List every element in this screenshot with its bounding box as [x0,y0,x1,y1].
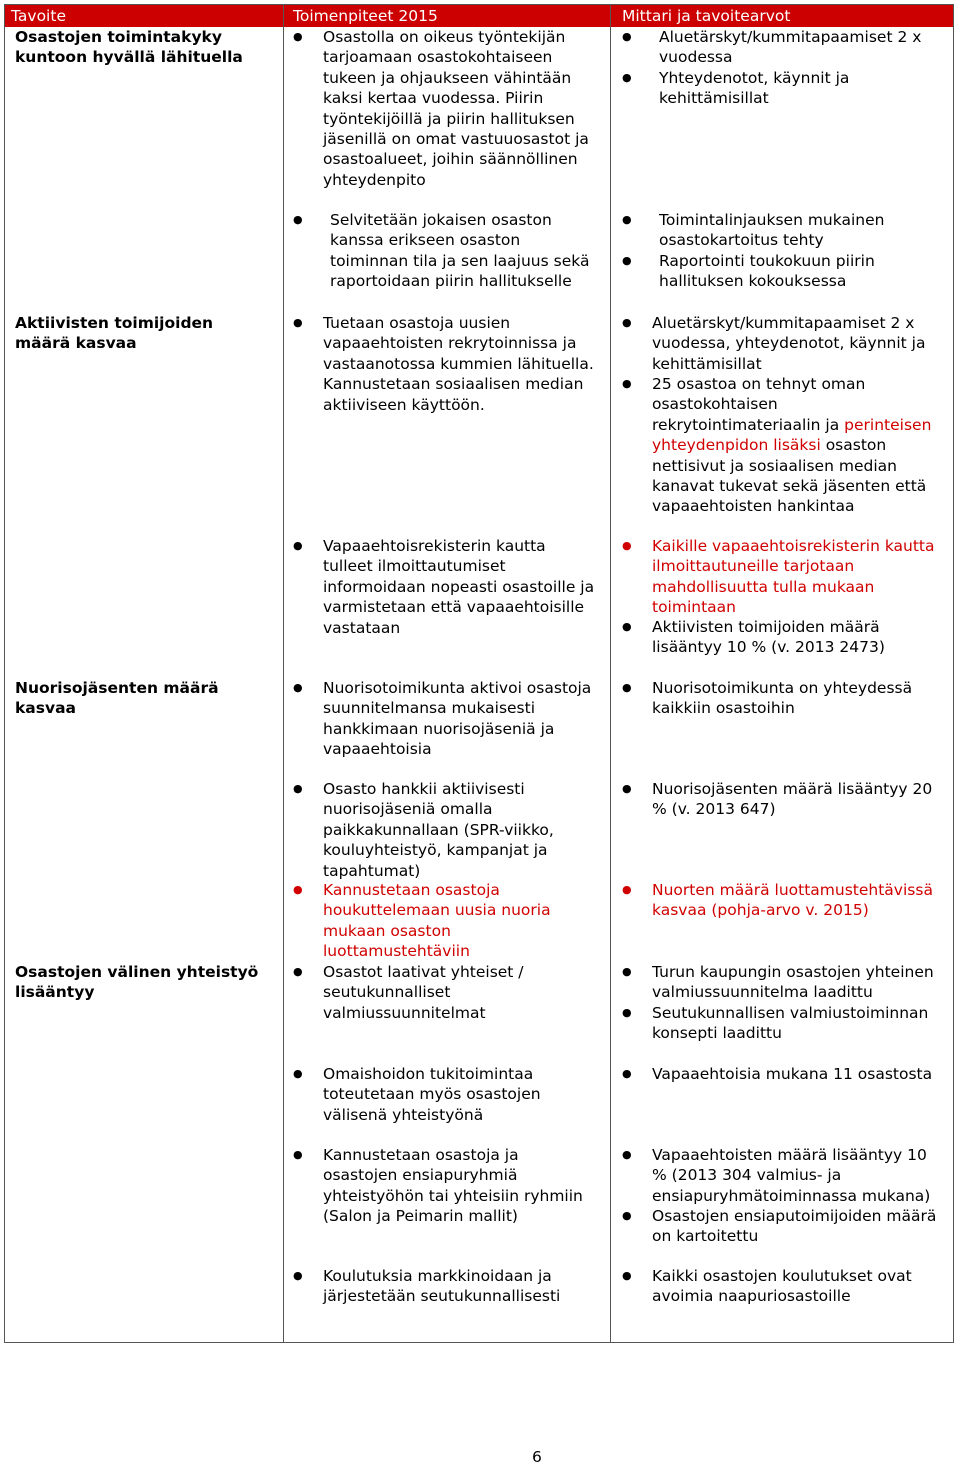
bullet-icon: ● [293,213,303,226]
bullet-icon: ● [622,965,632,978]
action-item: Omaishoidon tukitoimintaa toteutetaan myös osastojen välisenä yhteistyönä [323,1065,541,1124]
metric-item: Turun kaupungin osastojen yhteinen valmiussuunnitelma laadittu [652,963,934,1002]
action-item: Kannustetaan osastoja ja osastojen ensiapuryhmiä yhteistyöhön tai yhteisiin ryhmiin (Salon ja Peimarin mallit) [323,1146,583,1226]
bullet-icon: ● [293,883,303,896]
action-item: Tuetaan osastoja uusien vapaaehtoisten rekrytoinnissa ja vastaanotossa kummien lähituella. Kannustetaan sosiaalisen median aktiiviseen käyttöön. [323,314,594,414]
header-mittari: Mittari ja tavoitearvot [622,7,791,25]
metric-item: Seutukunnallisen valmiustoiminnan konsepti laadittu [652,1004,929,1043]
bullet-icon: ● [293,1269,303,1282]
bullet-icon: ● [293,1067,303,1080]
metric-item: Kaikki osastojen koulutukset ovat avoimia naapuriosastoille [652,1267,912,1306]
bullet-icon: ● [622,71,632,84]
bullet-icon: ● [293,539,303,552]
bullet-icon: ● [622,1006,632,1019]
action-item: Osastot laativat yhteiset / seutukunnalliset valmiussuunnitelmat [323,963,524,1022]
action-item: Nuorisotoimikunta aktivoi osastoja suunnitelmansa mukaisesti hankkimaan nuorisojäseniä ja vapaaehtoisia [323,679,592,759]
action-plan-table [4,4,954,1343]
bullet-icon: ● [293,316,303,329]
goal-3: Nuorisojäsenten määrä kasvaa [15,679,219,718]
column-divider-2 [610,5,611,1342]
action-item-emphasis: Kannustetaan osastoja houkuttelemaan uusia nuoria mukaan osaston luottamustehtäviin [323,881,551,961]
bullet-icon: ● [622,377,632,390]
bullet-icon: ● [622,316,632,329]
page-number: 6 [532,1448,542,1466]
bullet-icon: ● [622,681,632,694]
bullet-icon: ● [622,539,632,552]
metric-item: Vapaaehtoisten määrä lisääntyy 10 % (2013 304 valmius- ja ensiapuryhmätoiminnassa mukana) [652,1146,931,1205]
bullet-icon: ● [622,1148,632,1161]
column-divider-1 [283,5,284,1342]
bullet-icon: ● [622,620,632,633]
header-tavoite: Tavoite [11,7,66,25]
bullet-icon: ● [293,681,303,694]
metric-item: Aktiivisten toimijoiden määrä lisääntyy 10 % (v. 2013 2473) [652,618,885,657]
metric-item: Vapaaehtoisia mukana 11 osastosta [652,1065,933,1083]
metric-item: Yhteydenotot, käynnit ja kehittämisillat [659,69,850,108]
metric-item-mixed [652,374,942,517]
goal-4: Osastojen välinen yhteistyö lisääntyy [15,963,259,1002]
table-header-row [5,5,953,27]
metric-item: Aluetärskyt/kummitapaamiset 2 x vuodessa, yhteydenotot, käynnit ja kehittämisillat [652,314,926,373]
bullet-icon: ● [293,30,303,43]
bullet-icon: ● [622,782,632,795]
metric-item: Osastojen ensiaputoimijoiden määrä on kartoitettu [652,1207,937,1246]
header-toimenpiteet: Toimenpiteet 2015 [293,7,438,25]
metric-item-emphasis: Nuorten määrä luottamustehtävissä kasvaa (pohja-arvo v. 2015) [652,881,933,920]
bullet-icon: ● [622,213,632,226]
bullet-icon: ● [622,883,632,896]
metric-text-emphasis: perinteisen yhteydenpidon lisäksi [652,415,932,455]
action-item: Selvitetään jokaisen osaston kanssa erikseen osaston toiminnan tila ja sen laajuus sekä raportoidaan piirin hallitukselle [330,211,590,291]
metric-text: osaston nettisivut ja sosiaalisen median kanavat tukevat sekä jäsenten että vapaaehtoisten hankintaa [652,436,927,516]
metric-item-emphasis: Kaikille vapaaehtoisrekisterin kautta ilmoittautuneille tarjotaan mahdollisuutta tulla mukaan toimintaan [652,537,935,617]
bullet-icon: ● [622,1067,632,1080]
metric-text: 25 osastoa on tehnyt oman osastokohtaisen rekrytointimateriaalin ja [652,375,866,434]
goal-2: Aktiivisten toimijoiden määrä kasvaa [15,314,214,353]
bullet-icon: ● [622,30,632,43]
bullet-icon: ● [293,782,303,795]
metric-item: Aluetärskyt/kummitapaamiset 2 x vuodessa [659,28,922,67]
bullet-icon: ● [622,254,632,267]
metric-item: Nuorisotoimikunta on yhteydessä kaikkiin osastoihin [652,679,913,718]
bullet-icon: ● [293,965,303,978]
action-item: Osastolla on oikeus työntekijän tarjoamaan osastokohtaiseen tukeen ja ohjaukseen vähintään kaksi kertaa vuodessa. Piirin työntekijöillä ja piirin hallituksen jäsenillä on omat vastuuosastot ja osastoalueet, joihin säännöllinen yhteydenpito [323,28,589,189]
metric-item: Nuorisojäsenten määrä lisääntyy 20 % (v. 2013 647) [652,780,933,819]
bullet-icon: ● [622,1209,632,1222]
bullet-icon: ● [622,1269,632,1282]
action-item: Koulutuksia markkinoidaan ja järjestetään seutukunnallisesti [323,1267,561,1306]
metric-item: Raportointi toukokuun piirin hallituksen kokouksessa [659,252,875,291]
action-item: Osasto hankkii aktiivisesti nuorisojäseniä omalla paikkakunnallaan (SPR-viikko, kouluyhteistyö, kampanjat ja tapahtumat) [323,780,554,880]
goal-1: Osastojen toimintakyky kuntoon hyvällä lähituella [15,28,243,67]
metric-item: Toimintalinjauksen mukainen osastokartoitus tehty [659,211,885,250]
bullet-icon: ● [293,1148,303,1161]
action-item: Vapaaehtoisrekisterin kautta tulleet ilmoittautumiset informoidaan nopeasti osastoille ja varmistetaan että vapaaehtoisille vastataan [323,537,595,637]
